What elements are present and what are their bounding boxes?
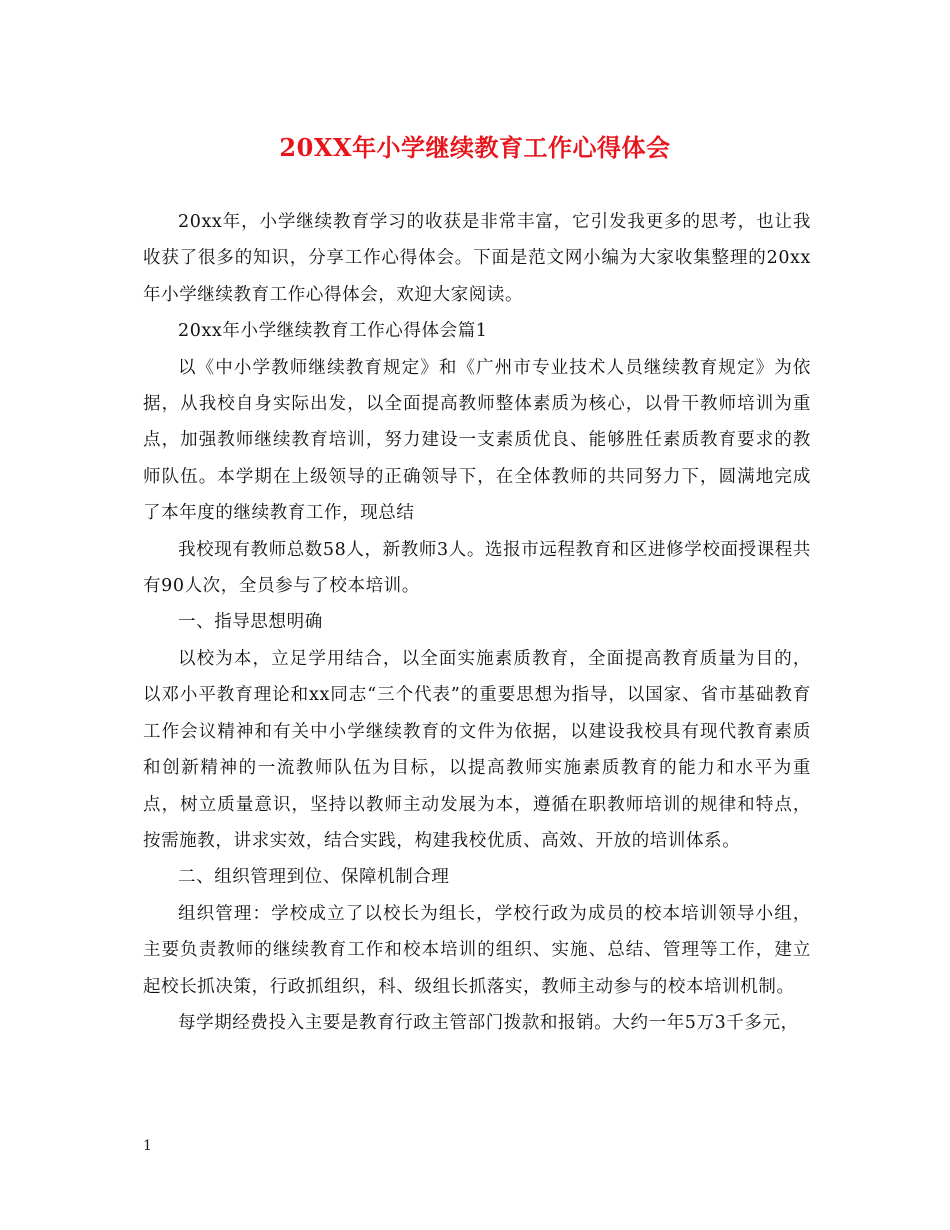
page-number: 1 (143, 1138, 152, 1154)
paragraph-guiding-ideology: 以校为本，立足学用结合，以全面实施素质教育，全面提高教育质量为目的，以邓小平教育理论和xx同志“三个代表”的重要思想为指导，以国家、省市基础教育工作会议精神和有关中小学继续教育的文件为依据，以建设我校具有现代教育素质和创新精神的一流教师队伍为目标，以提高教师实施素质教育的能力和水平为重点，树立质量意识，坚持以教师主动发展为本，遵循在职教师培训的规律和特点，按需施教，讲求实效，结合实践，构建我校优质、高效、开放的培训体系。 (143, 648, 811, 851)
paragraph-heading-organization: 二、组织管理到位、保障机制合理 (178, 867, 450, 888)
paragraph-funding: 每学期经费投入主要是教育行政主管部门拨款和报销。大约一年5万3千多元， (178, 1012, 799, 1033)
paragraph-organization: 组织管理：学校成立了以校长为组长，学校行政为成员的校本培训领导小组，主要负责教师的继续教育工作和校本培训的组织、实施、总结、管理等工作，建立起校长抓决策，行政抓组织，科、级组长抓落实，教师主动参与的校本培训机制。 (143, 903, 811, 997)
document-body (143, 204, 811, 1041)
paragraph-intro: 20xx年，小学继续教育学习的收获是非常丰富，它引发我更多的思考，也让我收获了很多的知识，分享工作心得体会。下面是范文网小编为大家收集整理的20xx年小学继续教育工作心得体会，欢迎大家阅读。 (143, 212, 811, 305)
paragraph-heading-guiding-ideology: 一、指导思想明确 (178, 612, 323, 633)
paragraph-basis: 以《中小学教师继续教育规定》和《广州市专业技术人员继续教育规定》为依据，从我校自身实际出发，以全面提高教师整体素质为核心，以骨干教师培训为重点，加强教师继续教育培训，努力建设一支素质优良、能够胜任素质教育要求的教师队伍。本学期在上级领导的正确领导下，在全体教师的共同努力下，圆满地完成了本年度的继续教育工作，现总结 (143, 357, 811, 524)
document-title: 20XX年小学继续教育工作心得体会 (279, 133, 671, 162)
paragraph-section-heading: 20xx年小学继续教育工作心得体会篇1 (178, 321, 488, 342)
paragraph-teacher-count: 我校现有教师总数58人，新教师3人。选报市远程教育和区进修学校面授课程共有90人次，全员参与了校本培训。 (143, 539, 811, 597)
